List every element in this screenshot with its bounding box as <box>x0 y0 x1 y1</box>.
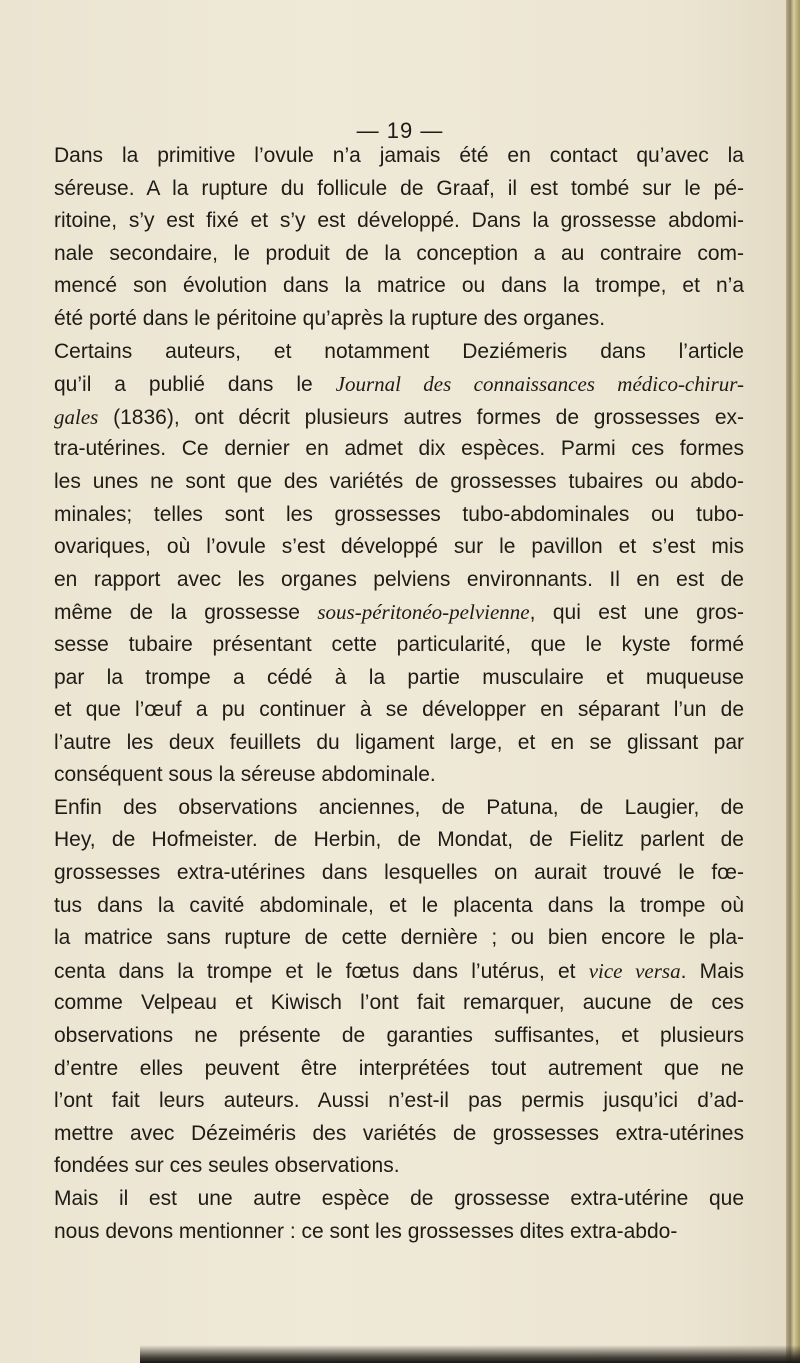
paragraph <box>54 336 744 792</box>
text-line: tus dans la cavité abdominale, et le placenta dans la trompe où <box>54 893 744 917</box>
italic-text-run: gales <box>54 404 99 429</box>
text-line <box>54 955 744 988</box>
text-line: et que l’œuf a pu continuer à se développer en séparant l’un de <box>54 698 744 722</box>
text-run: qu’il a publié dans le <box>54 373 336 397</box>
text-run: même de la grossesse <box>54 601 318 625</box>
text-line: l’ont fait leurs auteurs. Aussi n’est-il pas permis jusqu’ici d’ad- <box>54 1089 744 1113</box>
paragraph <box>54 140 744 336</box>
text-line: nous devons mentionner : ce sont les grossesses dites extra-abdo- <box>54 1219 678 1243</box>
italic-text-run: vice versa <box>588 958 681 983</box>
text-line: Certains auteurs, et notamment Deziémeris dans l’article <box>54 339 744 363</box>
text-line <box>54 401 744 434</box>
text-line: mencé son évolution dans la matrice ou dans la trompe, et n’a <box>54 274 744 298</box>
italic-text-run: sous-péritonéo-pelvienne <box>317 600 530 625</box>
text-run: , qui est une gros- <box>529 601 744 625</box>
text-line: mettre avec Dézeiméris des variétés de grossesses extra-utérines <box>54 1121 744 1145</box>
text-line: la matrice sans rupture de cette dernière ; ou bien encore le pla- <box>54 926 744 950</box>
text-line: séreuse. A la rupture du follicule de Graaf, il est tombé sur le pé- <box>54 176 744 200</box>
paragraph <box>54 792 744 1183</box>
body-text <box>54 140 744 1248</box>
text-line: fondées sur ces seules observations. <box>54 1154 400 1178</box>
text-line: nale secondaire, le produit de la conception a au contraire com- <box>54 241 744 265</box>
text-line: en rapport avec les organes pelviens environnants. Il en est de <box>54 567 744 591</box>
text-line: comme Velpeau et Kiwisch l’ont fait remarquer, aucune de ces <box>54 991 744 1015</box>
text-line: l’autre les deux feuillets du ligament large, et en se glissant par <box>54 730 744 754</box>
text-line: Mais il est une autre espèce de grossesse extra-utérine que <box>54 1187 744 1210</box>
text-line: conséquent sous la séreuse abdominale. <box>54 763 436 787</box>
page-bottom-shadow <box>140 1345 800 1363</box>
text-line <box>54 368 744 401</box>
text-line <box>54 596 744 629</box>
text-line: Hey, de Hofmeister. de Herbin, de Mondat, de Fielitz parlent de <box>54 828 744 852</box>
text-line: tra-utérines. Ce dernier en admet dix espèces. Parmi ces formes <box>54 437 744 461</box>
text-line: grossesses extra-utérines dans lesquelles on aurait trouvé le fœ- <box>54 861 744 885</box>
page-number: — 19 — <box>356 118 444 143</box>
paragraph <box>54 1183 744 1248</box>
text-line: d’entre elles peuvent être interprétées tout autrement que ne <box>54 1056 744 1080</box>
text-line: Enfin des observations anciennes, de Patuna, de Laugier, de <box>54 795 744 819</box>
text-run: . Mais <box>680 959 744 983</box>
text-line: minales; telles sont les grossesses tubo-abdominales ou tubo- <box>54 502 744 526</box>
text-line: ritoine, s’y est fixé et s’y est développé. Dans la grossesse abdomi- <box>54 209 744 233</box>
text-line: par la trompe a cédé à la partie musculaire et muqueuse <box>54 665 744 689</box>
text-run: (1836), ont décrit plusieurs autres formes de grossesses ex- <box>98 405 744 429</box>
text-line: sesse tubaire présentant cette particularité, que le kyste formé <box>54 632 744 656</box>
page-binding-edge <box>786 0 800 1363</box>
italic-text-run: Journal des connaissances médico-chirur- <box>335 372 745 397</box>
text-line: été porté dans le péritoine qu’après la rupture des organes. <box>54 306 606 330</box>
text-line: ovariques, où l’ovule s’est développé sur le pavillon et s’est mis <box>54 535 744 559</box>
text-line: observations ne présente de garanties suffisantes, et plusieurs <box>54 1024 744 1048</box>
text-line: les unes ne sont que des variétés de grossesses tubaires ou abdo- <box>54 469 744 493</box>
text-line: Dans la primitive l’ovule n’a jamais été en contact qu’avec la <box>54 144 744 167</box>
text-run: centa dans la trompe et le fœtus dans l’utérus, et <box>54 959 589 983</box>
